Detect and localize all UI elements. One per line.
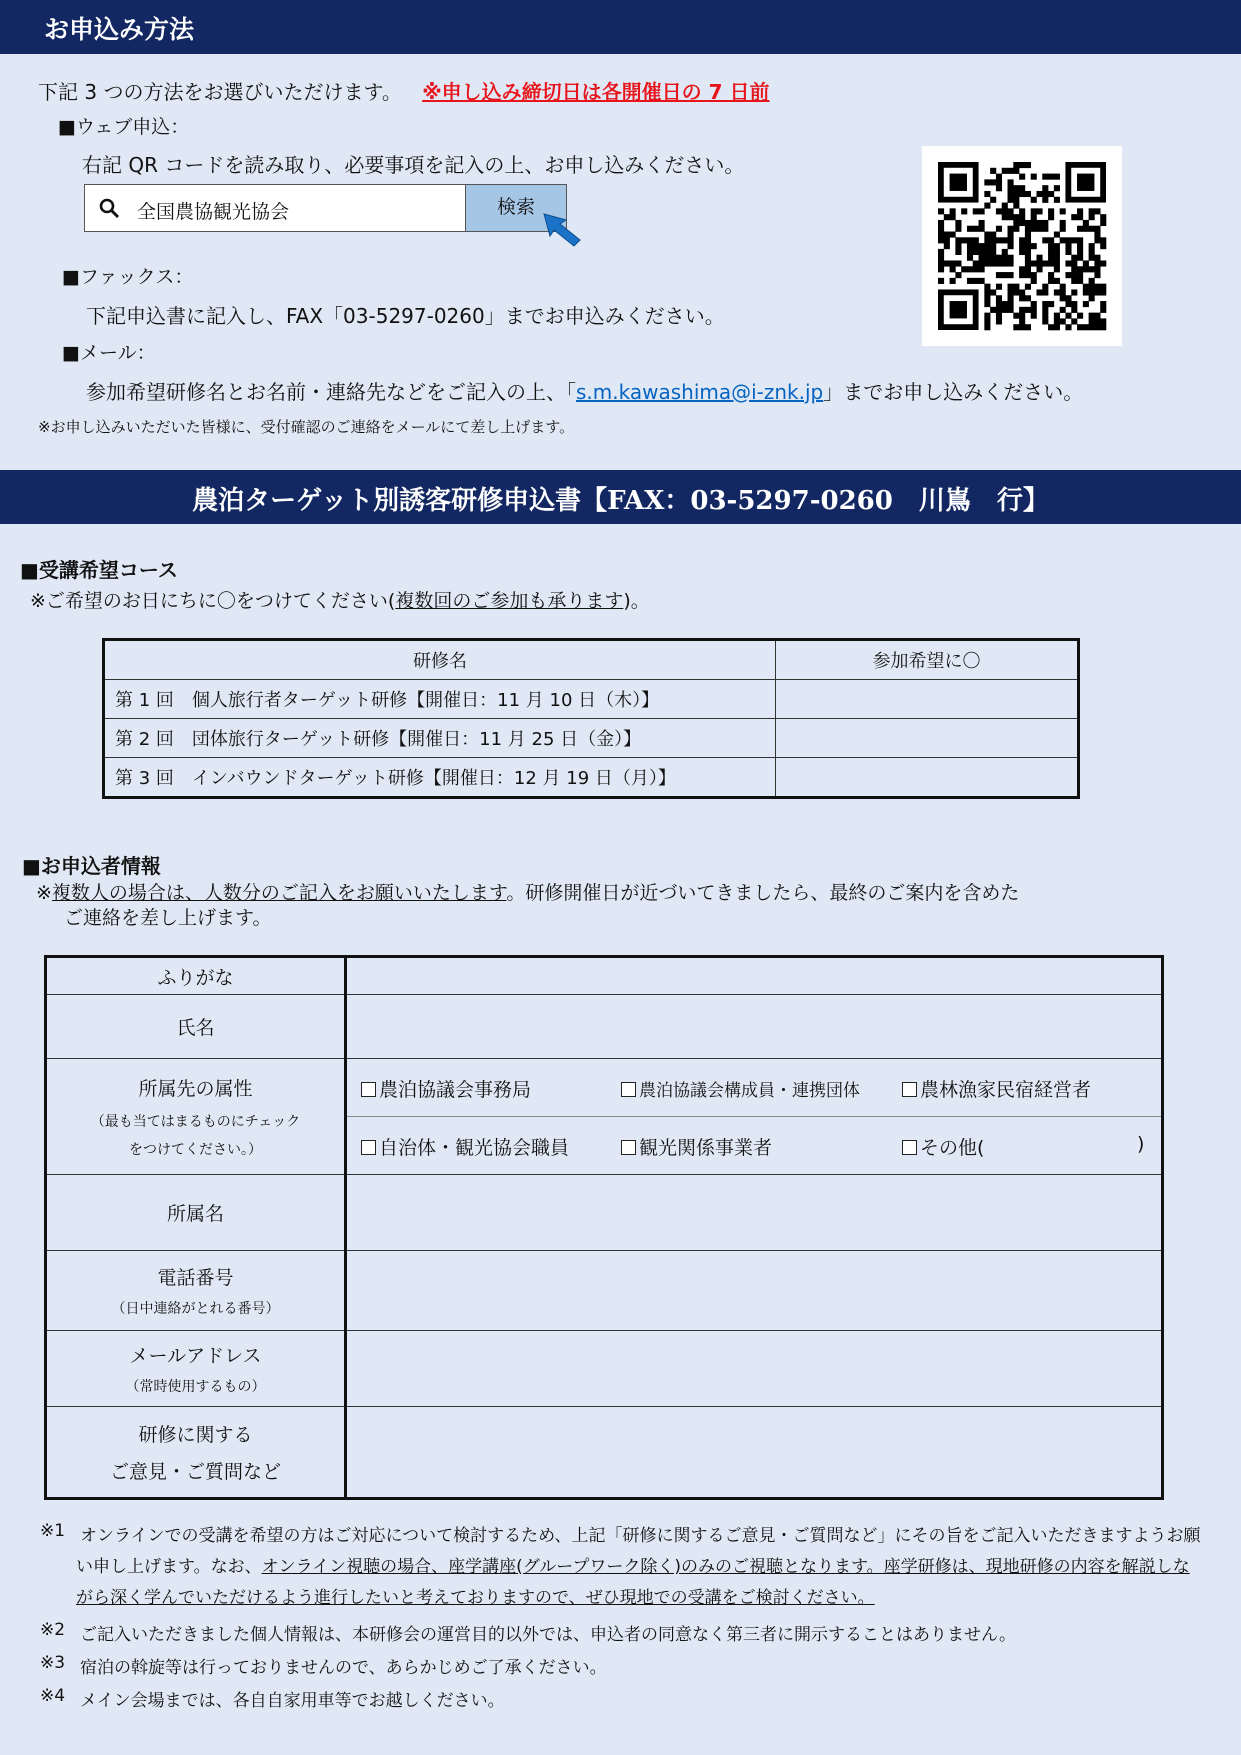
footnote-4: メイン会場までは、各自自家用車等でお越しください。 bbox=[80, 1691, 505, 1711]
applicant-note bbox=[36, 878, 1019, 905]
fax-heading: ■ファックス： bbox=[62, 266, 194, 288]
mail-text-before: 参加希望研修名とお名前・連絡先などをご記入の上、「 bbox=[86, 380, 576, 404]
opinion-title1: 研修に関する bbox=[138, 1424, 253, 1446]
search-input-value: 全国農協観光協会 bbox=[137, 201, 290, 223]
section-title: お申込み方法 bbox=[44, 15, 195, 44]
cursor-arrow-icon bbox=[540, 210, 590, 250]
course-note-b: 複数回のご参加も承ります bbox=[395, 590, 624, 612]
option-checkbox[interactable] bbox=[621, 1076, 860, 1101]
affiliation-name-field[interactable] bbox=[346, 1175, 1163, 1251]
checkbox-icon bbox=[621, 1140, 636, 1155]
participation-cell[interactable] bbox=[776, 680, 1079, 719]
option-checkbox[interactable] bbox=[361, 1075, 531, 1102]
option-checkbox[interactable] bbox=[621, 1133, 772, 1160]
applicant-table bbox=[44, 955, 1164, 1500]
table-row bbox=[46, 1059, 1163, 1175]
option-label: 自治体・観光協会職員 bbox=[379, 1137, 570, 1159]
name-label: 氏名 bbox=[46, 995, 346, 1059]
search-box[interactable] bbox=[84, 184, 466, 232]
form-title: 農泊ターゲット別誘客研修申込書【FAX：03-5297-0260 川嶌 行】 bbox=[192, 486, 1049, 516]
course-table bbox=[102, 638, 1080, 799]
col-course-name: 研修名 bbox=[104, 640, 776, 680]
table-row bbox=[104, 719, 1079, 758]
intro-text: 下記 3 つの方法をお選びいただけます。 bbox=[38, 80, 402, 104]
table-row bbox=[46, 1251, 1163, 1331]
other-close-paren: ) bbox=[1137, 1133, 1145, 1155]
course-name-cell: 第 3 回 インバウンドターゲット研修【開催日：12 月 19 日（月）】 bbox=[104, 758, 776, 798]
mail-link[interactable]: s.m.kawashima@i-znk.jp bbox=[576, 380, 824, 404]
section-header-bar bbox=[0, 0, 1241, 54]
mail-heading: ■メール： bbox=[62, 342, 156, 364]
table-row bbox=[104, 680, 1079, 719]
applicant-note-underlined: 複数人の場合は、人数分のご記入をお願いいたします bbox=[51, 882, 507, 904]
course-heading: ■受講希望コース bbox=[20, 558, 178, 582]
search-button[interactable]: 検索 bbox=[466, 184, 567, 232]
option-label: 観光関係事業者 bbox=[639, 1137, 773, 1159]
opinion-field[interactable] bbox=[346, 1407, 1163, 1499]
footnote-1-line2 bbox=[76, 1552, 1190, 1577]
opinion-title2: ご意見・ご質問など bbox=[109, 1461, 281, 1483]
affiliation-options bbox=[346, 1059, 1163, 1175]
form-title-bar bbox=[0, 470, 1241, 524]
checkbox-icon bbox=[361, 1140, 376, 1155]
option-checkbox[interactable] bbox=[361, 1133, 569, 1160]
footnote-2-mark: ※2 bbox=[40, 1620, 66, 1640]
mail-text-after: 」までお申し込みください。 bbox=[823, 380, 1084, 404]
email-field[interactable] bbox=[346, 1331, 1163, 1407]
confirm-note: ※お申し込みいただいた皆様に、受付確認のご連絡をメールにて差し上げます。 bbox=[38, 418, 575, 436]
table-row bbox=[104, 758, 1079, 798]
web-text: 右記 QR コードを読み取り、必要事項を記入の上、お申し込みください。 bbox=[82, 153, 745, 177]
intro-line bbox=[38, 76, 770, 105]
phone-title: 電話番号 bbox=[157, 1267, 234, 1289]
web-heading: ■ウェブ申込： bbox=[58, 116, 190, 138]
course-name-cell: 第 1 回 個人旅行者ターゲット研修【開催日：11 月 10 日（木）】 bbox=[104, 680, 776, 719]
table-header-row bbox=[104, 640, 1079, 680]
affil-attr-sub1: （最も当てはまるものにチェック bbox=[90, 1114, 301, 1130]
qr-code bbox=[922, 146, 1122, 346]
option-checkbox[interactable] bbox=[902, 1133, 984, 1160]
course-name-cell: 第 2 回 団体旅行ターゲット研修【開催日：11 月 25 日（金）】 bbox=[104, 719, 776, 758]
table-row bbox=[46, 995, 1163, 1059]
phone-label bbox=[46, 1251, 346, 1331]
email-sub: （常時使用するもの） bbox=[125, 1379, 266, 1395]
opinion-label bbox=[46, 1407, 346, 1499]
course-note bbox=[30, 586, 650, 613]
footnote-4-mark: ※4 bbox=[40, 1686, 66, 1706]
options-divider bbox=[347, 1116, 1161, 1117]
fax-text: 下記申込書に記入し、FAX「03-5297-0260」までお申込みください。 bbox=[86, 304, 725, 328]
affil-attr-title: 所属先の属性 bbox=[138, 1078, 253, 1100]
search-icon bbox=[99, 198, 121, 220]
participation-cell[interactable] bbox=[776, 719, 1079, 758]
course-note-c: )。 bbox=[623, 590, 650, 612]
checkbox-icon bbox=[902, 1140, 917, 1155]
option-label: 農泊協議会事務局 bbox=[379, 1079, 532, 1101]
checkbox-icon bbox=[361, 1082, 376, 1097]
affiliation-name-label: 所属名 bbox=[46, 1175, 346, 1251]
affil-attr-sub2: をつけてください。） bbox=[129, 1142, 262, 1158]
table-row bbox=[46, 1407, 1163, 1499]
option-label: その他( bbox=[920, 1137, 985, 1159]
footnote-1-plain: い申し上げます。なお、 bbox=[76, 1557, 262, 1577]
affiliation-type-label bbox=[46, 1059, 346, 1175]
table-row bbox=[46, 1175, 1163, 1251]
footnote-1-line1: オンラインでの受講を希望の方はご対応について検討するため、上記「研修に関するご意見・ご質問など」にその旨をご記入いただきますようお願 bbox=[80, 1526, 1201, 1546]
mail-text bbox=[86, 376, 1083, 405]
email-label bbox=[46, 1331, 346, 1407]
participation-cell[interactable] bbox=[776, 758, 1079, 798]
applicant-note-rest: 。研修開催日が近づいてきましたら、最終のご案内を含めた bbox=[506, 882, 1020, 904]
footnote-3: 宿泊の斡旋等は行っておりませんので、あらかじめご了承ください。 bbox=[80, 1658, 607, 1678]
qr-code-image bbox=[922, 146, 1122, 346]
applicant-heading: ■お申込者情報 bbox=[22, 854, 161, 878]
applicant-note-line2: ご連絡を差し上げます。 bbox=[64, 907, 272, 929]
table-row bbox=[46, 1331, 1163, 1407]
footnote-1-underlined: オンライン視聴の場合、座学講座(グループワーク除く)のみのご視聴となります。座学研修は、現地研修の内容を解説しな bbox=[261, 1557, 1190, 1577]
footnote-3-mark: ※3 bbox=[40, 1653, 66, 1673]
phone-field[interactable] bbox=[346, 1251, 1163, 1331]
applicant-note-mark: ※ bbox=[36, 882, 52, 904]
checkbox-icon bbox=[621, 1082, 636, 1097]
option-checkbox[interactable] bbox=[902, 1075, 1091, 1102]
col-participation: 参加希望に〇 bbox=[776, 640, 1079, 680]
name-field[interactable] bbox=[346, 995, 1163, 1059]
furigana-field[interactable] bbox=[346, 957, 1163, 995]
furigana-label: ふりがな bbox=[46, 957, 346, 995]
checkbox-icon bbox=[902, 1082, 917, 1097]
option-label: 農泊協議会構成員・連携団体 bbox=[639, 1081, 860, 1101]
deadline-notice: ※申し込み締切日は各開催日の 7 日前 bbox=[422, 80, 770, 104]
footnote-2: ご記入いただきました個人情報は、本研修会の運営目的以外では、申込者の同意なく第三者に開示することはありません。 bbox=[80, 1625, 1017, 1645]
course-note-a: ※ご希望のお日にちに〇をつけてください( bbox=[30, 590, 396, 612]
table-row bbox=[46, 957, 1163, 995]
option-label: 農林漁家民宿経営者 bbox=[920, 1079, 1092, 1101]
phone-sub: （日中連絡がとれる番号） bbox=[111, 1301, 280, 1317]
footnote-1-line3: がら深く学んでいただけるよう進行したいと考えておりますので、ぜひ現地での受講をご検討ください。 bbox=[76, 1588, 875, 1608]
footnote-1-mark: ※1 bbox=[40, 1521, 66, 1541]
email-title: メールアドレス bbox=[129, 1345, 262, 1367]
